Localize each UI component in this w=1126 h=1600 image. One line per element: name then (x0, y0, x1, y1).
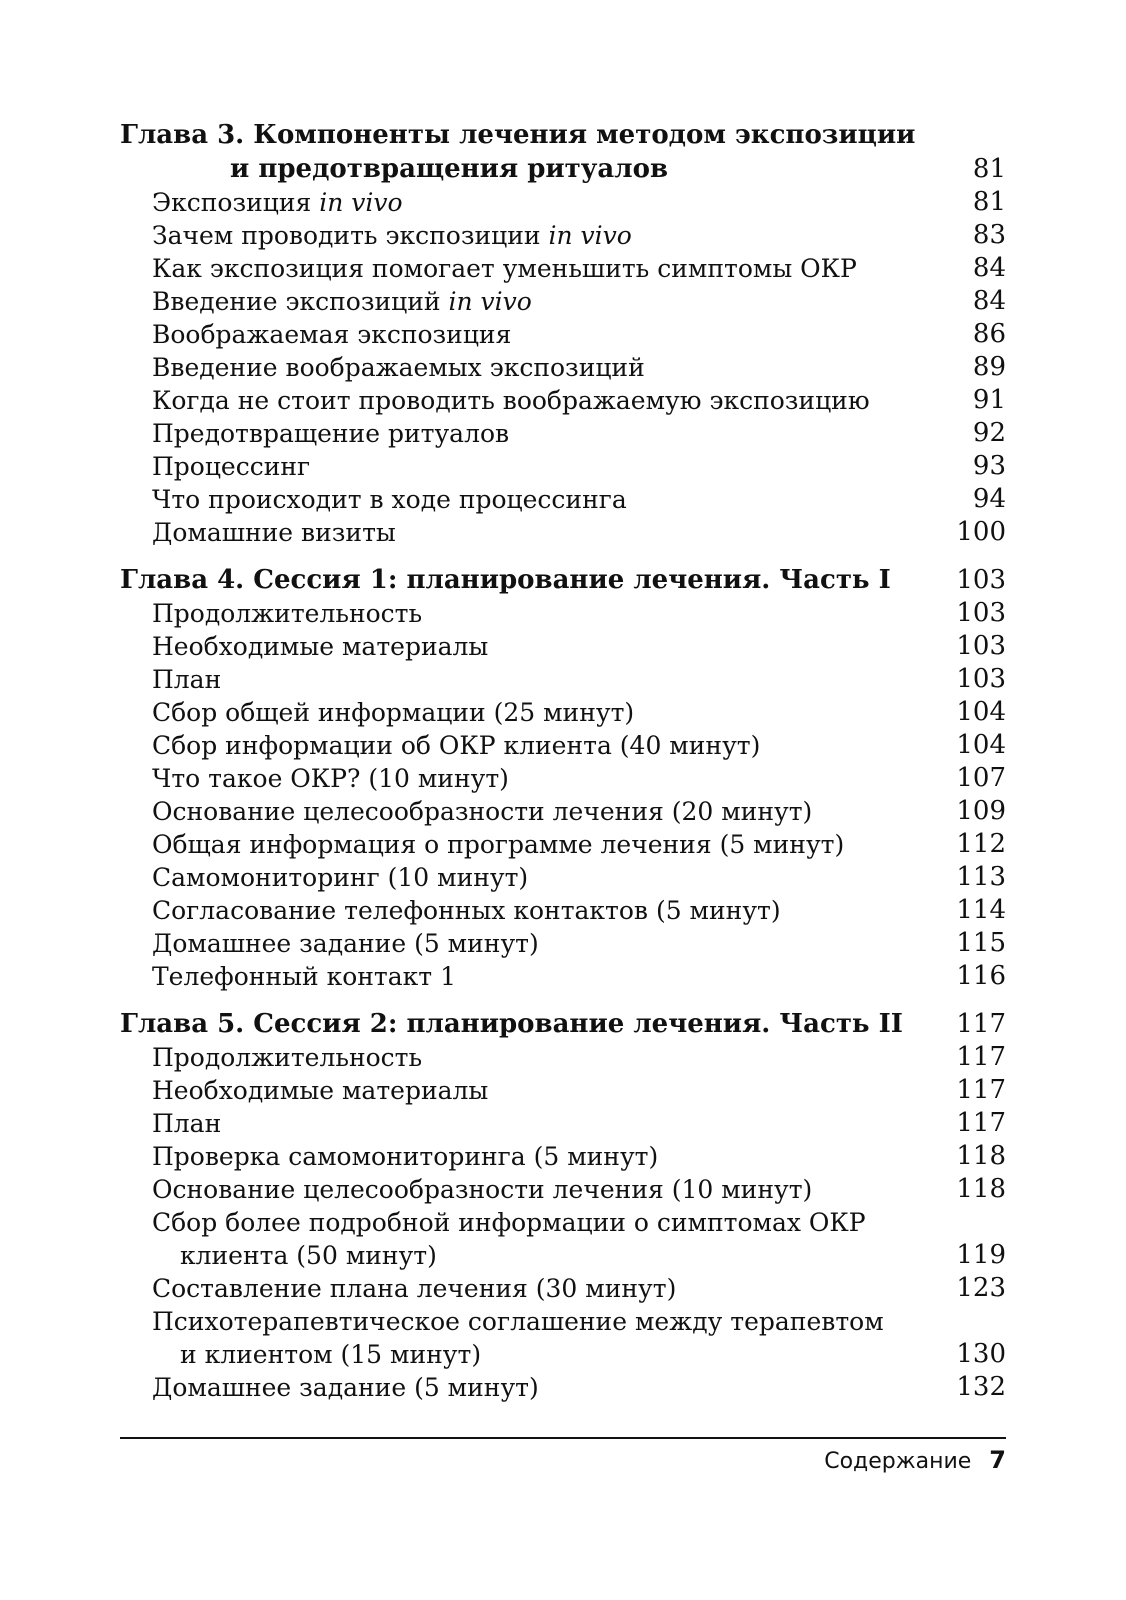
toc-entry (120, 1074, 1006, 1107)
chapter-entries (120, 186, 1006, 549)
chapter-title (120, 563, 946, 597)
chapter-page-number: 117 (956, 1009, 1006, 1039)
chapter-heading (120, 118, 1006, 186)
entry-title: Необходимые материалы (152, 1076, 489, 1105)
chapter-title-line1: Глава 4. Сессия 1: планирование лечения. Часть I (120, 565, 891, 595)
entry-page-number: 84 (972, 286, 1006, 316)
toc-entry (120, 285, 1006, 318)
entry-page-number: 103 (956, 664, 1006, 694)
entry-title: Процессинг (152, 452, 311, 481)
toc-entry (120, 318, 1006, 351)
entry-page-number: 112 (956, 829, 1006, 859)
chapter-4 (120, 563, 1006, 993)
entry-page-number: 115 (956, 928, 1006, 958)
entry-title-continuation: клиента (50 минут) (180, 1241, 437, 1270)
toc-entry (120, 252, 1006, 285)
entry-page-number: 100 (956, 517, 1006, 547)
toc-entry (120, 762, 1006, 795)
entry-title: План (152, 665, 222, 694)
entry-title: Необходимые материалы (152, 632, 489, 661)
entry-page-number: 81 (972, 187, 1006, 217)
entry-title: Введение экспозиций (152, 287, 449, 316)
page-footer (824, 1446, 1006, 1474)
toc-entry (120, 597, 1006, 630)
entry-title: Основание целесообразности лечения (10 минут) (152, 1175, 813, 1204)
entry-title: Что такое ОКР? (10 минут) (152, 764, 509, 793)
entry-title: Воображаемая экспозиция (152, 320, 512, 349)
entry-page-number: 130 (956, 1339, 1006, 1369)
entry-page-number: 109 (956, 796, 1006, 826)
toc-entry (120, 828, 1006, 861)
entry-title: Домашние визиты (152, 518, 396, 547)
entry-title: Зачем проводить экспозиции (152, 221, 549, 250)
entry-title: План (152, 1109, 222, 1138)
footer-rule (120, 1437, 1006, 1439)
chapter-page-number: 103 (956, 565, 1006, 595)
toc-entry (120, 483, 1006, 516)
toc-entry (120, 1107, 1006, 1140)
toc-entry (120, 1140, 1006, 1173)
chapter-title (120, 1007, 946, 1041)
entry-page-number: 92 (972, 418, 1006, 448)
entry-page-number: 107 (956, 763, 1006, 793)
entry-page-number: 117 (956, 1075, 1006, 1105)
chapter-5 (120, 1007, 1006, 1404)
entry-title-continuation: и клиентом (15 минут) (180, 1340, 482, 1369)
entry-page-number: 113 (956, 862, 1006, 892)
entry-title: Сбор общей информации (25 минут) (152, 698, 635, 727)
toc-entry (120, 630, 1006, 663)
entry-page-number: 89 (972, 352, 1006, 382)
entry-title: Продолжительность (152, 1043, 423, 1072)
toc-entry (120, 861, 1006, 894)
toc-entry (120, 1173, 1006, 1206)
chapter-page-number: 81 (972, 154, 1006, 184)
entry-page-number: 119 (956, 1240, 1006, 1270)
toc-entry (120, 729, 1006, 762)
entry-page-number: 118 (956, 1141, 1006, 1171)
toc-entry (120, 1206, 1006, 1272)
toc-entry (120, 186, 1006, 219)
entry-page-number: 114 (956, 895, 1006, 925)
entry-title: Предотвращение ритуалов (152, 419, 510, 448)
chapter-title-line1: Глава 5. Сессия 2: планирование лечения. Часть II (120, 1009, 903, 1039)
entry-page-number: 118 (956, 1174, 1006, 1204)
entry-title: Когда не стоит проводить воображаемую экспозицию (152, 386, 870, 415)
toc-entry (120, 696, 1006, 729)
entry-page-number: 104 (956, 697, 1006, 727)
chapter-title-line2: и предотвращения ритуалов (230, 154, 669, 184)
toc-entry (120, 1272, 1006, 1305)
entry-title: Экспозиция (152, 188, 320, 217)
entry-title: Продолжительность (152, 599, 423, 628)
toc-entry (120, 219, 1006, 252)
entry-title: Психотерапевтическое соглашение между терапевтом (152, 1307, 884, 1336)
entry-page-number: 84 (972, 253, 1006, 283)
toc-entry (120, 1305, 1006, 1371)
toc-entry (120, 927, 1006, 960)
running-footer-label: Содержание (824, 1449, 972, 1474)
entry-title: Введение воображаемых экспозиций (152, 353, 645, 382)
entry-page-number: 103 (956, 631, 1006, 661)
toc-entry (120, 1041, 1006, 1074)
entry-title: Основание целесообразности лечения (20 минут) (152, 797, 813, 826)
entry-title-italic: in vivo (319, 188, 403, 217)
entry-title: Согласование телефонных контактов (5 минут) (152, 896, 781, 925)
entry-title: Самомониторинг (10 минут) (152, 863, 529, 892)
toc-entry (120, 384, 1006, 417)
toc-entry (120, 894, 1006, 927)
entry-title: Общая информация о программе лечения (5 минут) (152, 830, 845, 859)
toc-entry (120, 960, 1006, 993)
entry-page-number: 132 (956, 1372, 1006, 1402)
entry-page-number: 94 (972, 484, 1006, 514)
toc-entry (120, 1371, 1006, 1404)
entry-page-number: 123 (956, 1273, 1006, 1303)
chapter-entries (120, 597, 1006, 993)
entry-title: Сбор информации об ОКР клиента (40 минут) (152, 731, 761, 760)
entry-page-number: 93 (972, 451, 1006, 481)
entry-page-number: 91 (972, 385, 1006, 415)
entry-title: Как экспозиция помогает уменьшить симптомы ОКР (152, 254, 857, 283)
entry-title: Сбор более подробной информации о симптомах ОКР (152, 1208, 866, 1237)
entry-page-number: 86 (972, 319, 1006, 349)
entry-title: Проверка самомониторинга (5 минут) (152, 1142, 659, 1171)
chapter-title-line1: Глава 3. Компоненты лечения методом экспозиции (120, 120, 916, 150)
page-number: 7 (989, 1446, 1006, 1474)
entry-title: Домашнее задание (5 минут) (152, 1373, 539, 1402)
entry-title: Что происходит в ходе процессинга (152, 485, 627, 514)
table-of-contents (120, 118, 1006, 1418)
chapter-heading (120, 1007, 1006, 1041)
entry-title: Телефонный контакт 1 (152, 962, 456, 991)
entry-page-number: 103 (956, 598, 1006, 628)
toc-entry (120, 417, 1006, 450)
entry-title: Составление плана лечения (30 минут) (152, 1274, 677, 1303)
chapter-3 (120, 118, 1006, 549)
entry-page-number: 117 (956, 1108, 1006, 1138)
entry-title: Домашнее задание (5 минут) (152, 929, 539, 958)
entry-page-number: 117 (956, 1042, 1006, 1072)
toc-entry (120, 663, 1006, 696)
chapter-heading (120, 563, 1006, 597)
entry-page-number: 83 (972, 220, 1006, 250)
entry-page-number: 104 (956, 730, 1006, 760)
entry-page-number: 116 (956, 961, 1006, 991)
toc-entry (120, 795, 1006, 828)
entry-title-italic: in vivo (448, 287, 532, 316)
chapter-entries (120, 1041, 1006, 1404)
toc-entry (120, 516, 1006, 549)
toc-entry (120, 351, 1006, 384)
chapter-title (120, 118, 946, 186)
toc-entry (120, 450, 1006, 483)
entry-title-italic: in vivo (548, 221, 632, 250)
